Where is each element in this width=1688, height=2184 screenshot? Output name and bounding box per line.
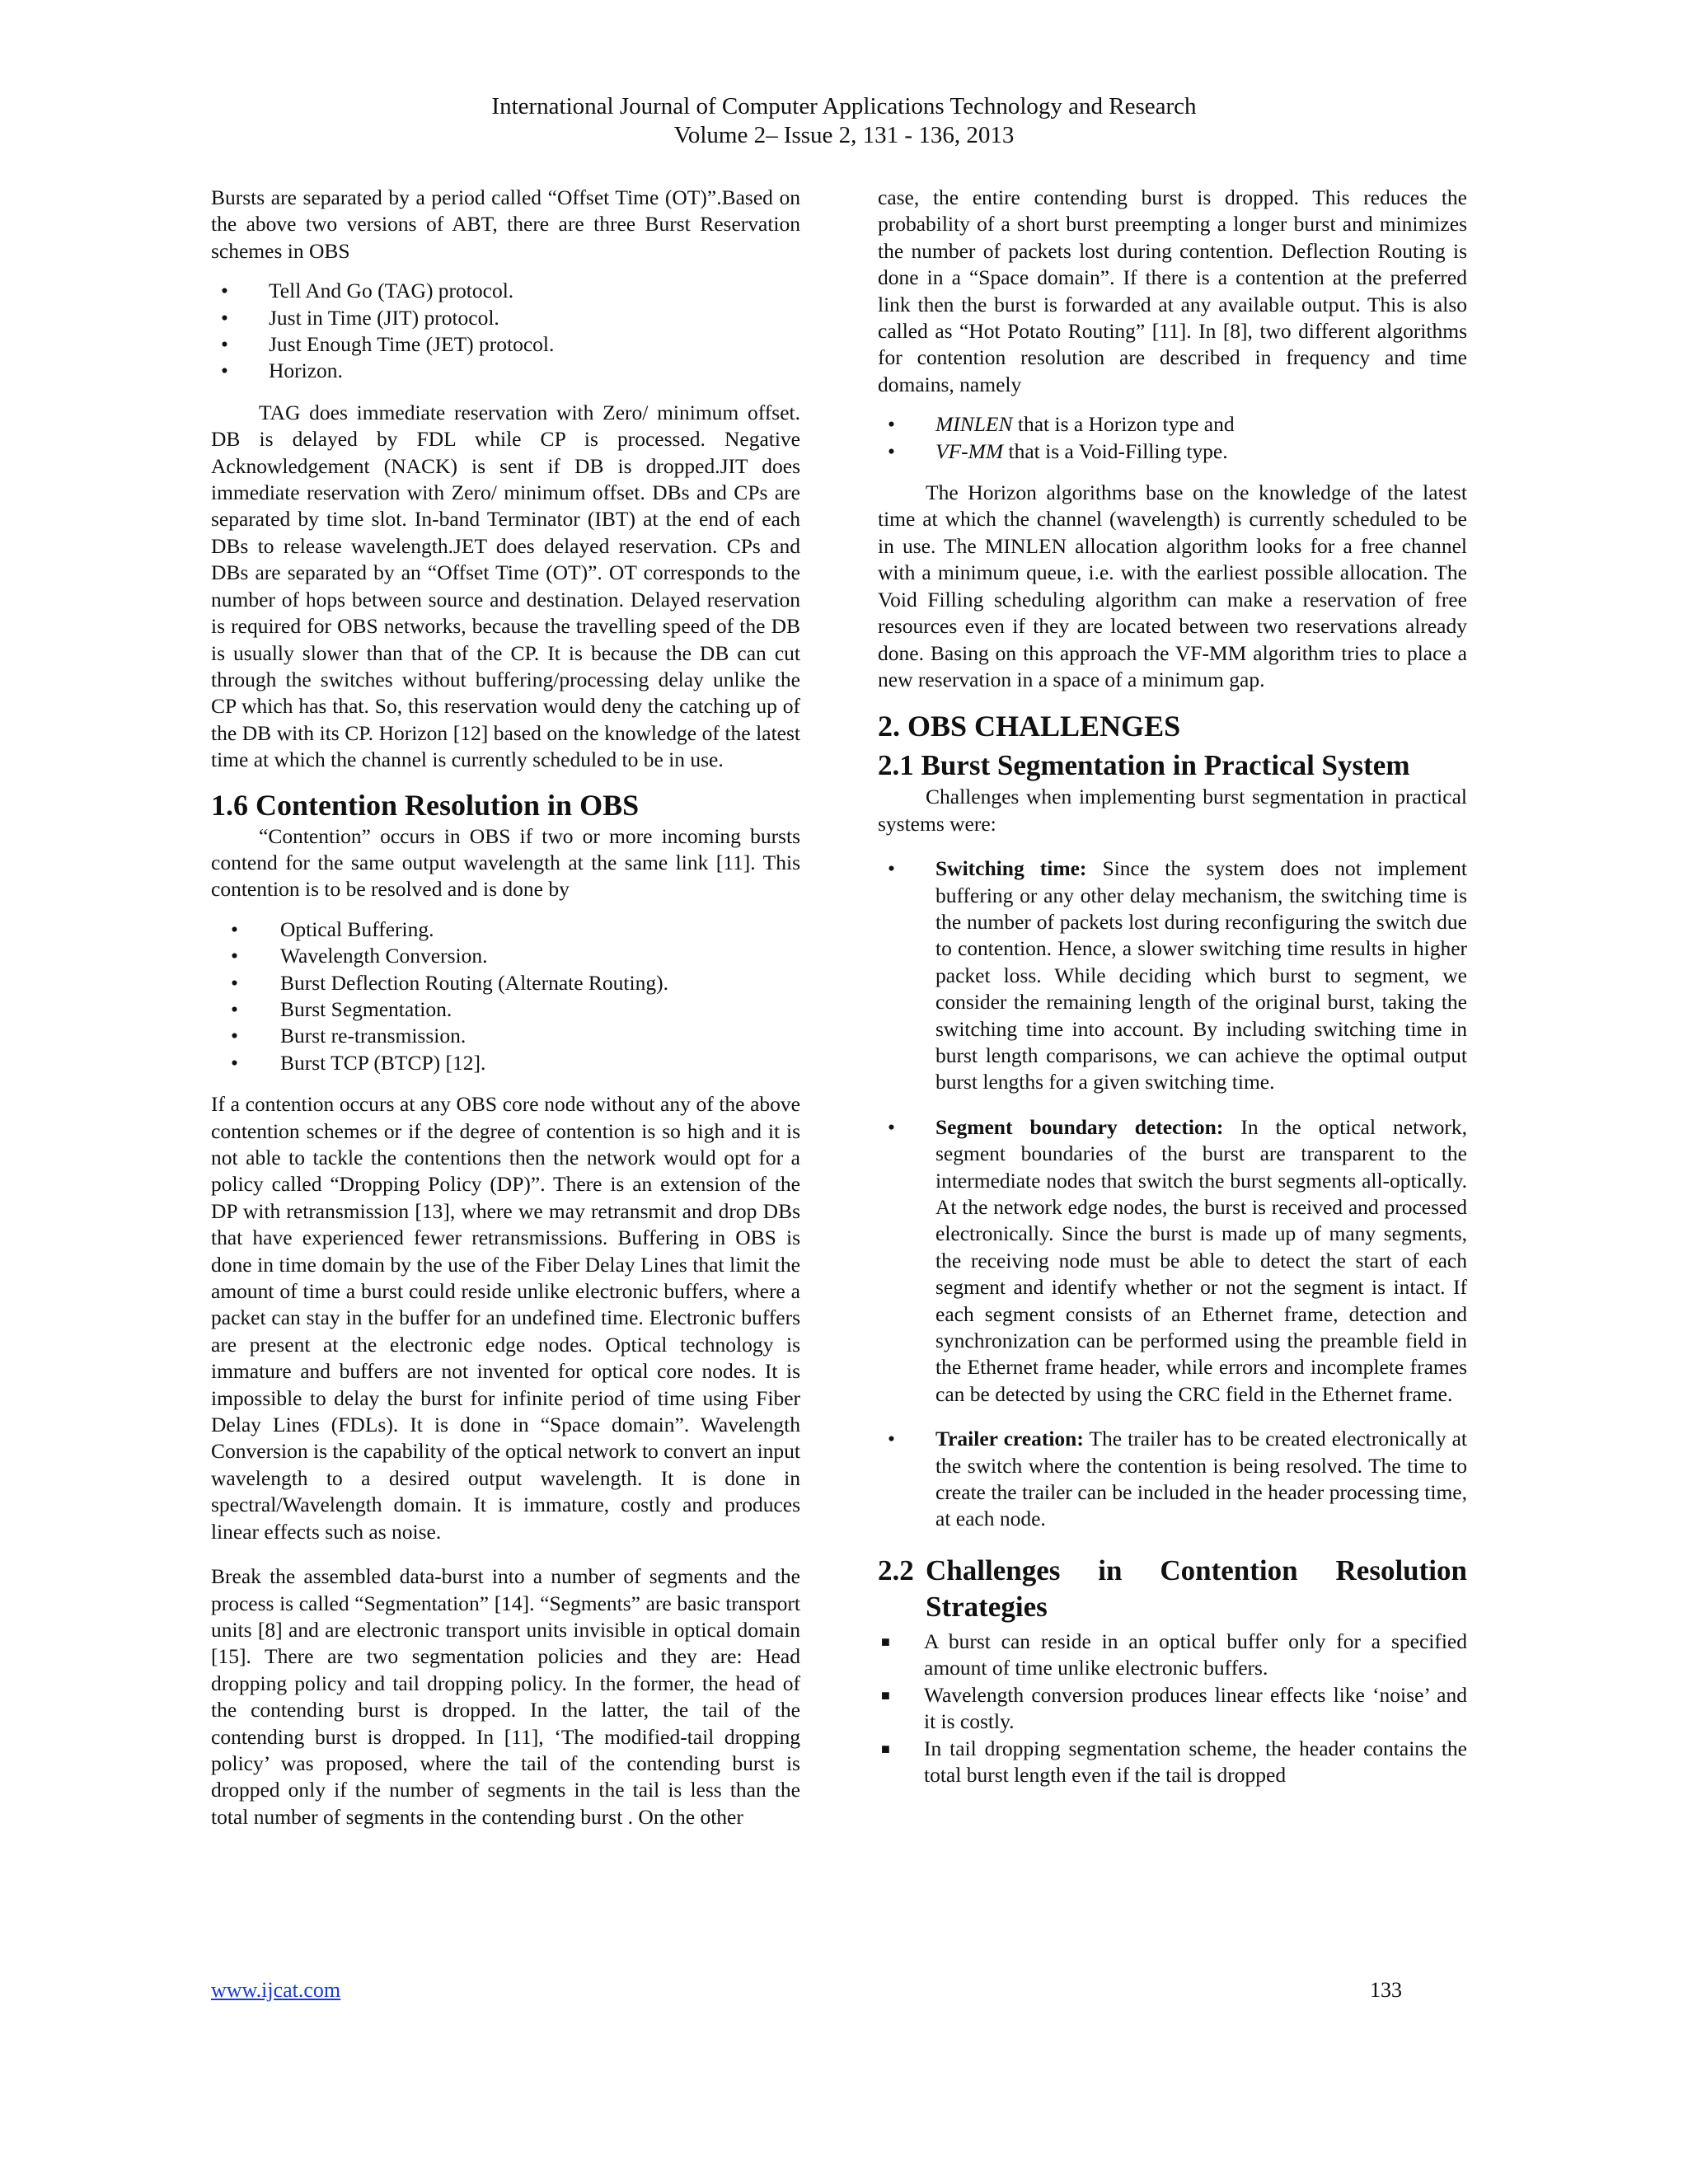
bullet-icon: •: [231, 970, 238, 995]
left-column: [211, 185, 800, 1830]
square-bullet-icon: ■: [881, 1740, 890, 1757]
bullet-icon: •: [221, 305, 228, 330]
paragraph: The Horizon algorithms base on the knowledge of the latest time at which the channel (wavelength) is currently scheduled to be in use. The MINLEN allocation algorithm looks for a free channel with a minimum queue, i.e. with the earliest possible allocation. The Void Filling scheduling algorithm can make a reservation of free resources even if they are located between two reservations already done. Basing on this approach the VF-MM algorithm tries to place a new reservation in a space of a minimum gap.: [878, 480, 1467, 691]
list-item: • Tell And Go (TAG) protocol.: [211, 278, 800, 304]
bullet-icon: •: [888, 412, 895, 437]
contention-methods-list: [211, 916, 800, 1076]
running-header: [0, 92, 1688, 150]
list-item: • Just in Time (JIT) protocol.: [211, 305, 800, 331]
bullet-icon: •: [888, 1427, 895, 1451]
section-heading-2: 2. OBS CHALLENGES: [878, 710, 1181, 743]
right-column: [878, 185, 1467, 1788]
list-item: • Switching time: Since the system does not implement buffering or any other delay mechanism, the switching time is the number of packets lost during reconfiguring the switch due to contention. Hence, a slower switching time results in higher packet loss. While deciding which burst to segment, we consider the remaining length of the original burst, taking the switching time into account. By including switching time in burst length comparisons, we can achieve the optimal output burst lengths for a given switching time.: [888, 856, 1467, 1094]
bullet-icon: •: [231, 916, 238, 941]
list-item: • MINLEN that is a Horizon type and: [878, 411, 1467, 438]
list-item: • Trailer creation: The trailer has to be created electronically at the switch where the contention is being resolved. The time to create the trailer can be included in the header processing time, at each node.: [888, 1427, 1467, 1531]
bullet-icon: •: [231, 996, 238, 1021]
bullet-icon: •: [888, 1114, 895, 1139]
section-heading-2-2: 2.2 Challenges in Contention Resolution Strategies: [878, 1554, 1467, 1623]
section-heading-1-6: 1.6 Contention Resolution in OBS: [211, 788, 640, 822]
paragraph: Challenges when implementing burst segmentation in practical systems were:: [878, 785, 1467, 836]
list-item: • Burst Deflection Routing (Alternate Routing).: [211, 970, 800, 996]
paragraph: Break the assembled data-burst into a number of segments and the process is called “Segmentation” [14]. “Segments” are basic transport units [8] and are electronic transport units invisible in optical domain [15]. There are two segmentation policies and they are: Head dropping policy and tail dropping policy. In the former, the head of the contending burst is dropped. In the latter, the tail of the contending burst is dropped. In [11], ‘The modified-tail dropping policy’ was proposed, where the tail of the contending burst is dropped only if the number of segments in the tail is less than the total number of segments in the contending burst . On the other: [211, 1564, 800, 1829]
list-item: ■ Wavelength conversion produces linear effects like ‘noise’ and it is costly.: [881, 1682, 1467, 1734]
list-item: • Burst Segmentation.: [211, 996, 800, 1023]
journal-website-link[interactable]: www.ijcat.com: [211, 1978, 341, 2002]
list-item: • Horizon.: [211, 358, 800, 384]
bullet-icon: •: [221, 359, 228, 383]
strategies-list: [878, 1629, 1467, 1788]
bullet-icon: •: [231, 944, 238, 968]
bullet-icon: •: [221, 332, 228, 357]
list-item: • Burst re-transmission.: [211, 1023, 800, 1049]
list-item: • Optical Buffering.: [211, 916, 800, 943]
paragraph: case, the entire contending burst is dropped. This reduces the probability of a short burst preempting a longer burst and minimizes the number of packets lost during contention. Deflection Routing is done in a “Space domain”. If there is a contention at the preferred link then the burst is forwarded at any available output. This is also called as “Hot Potato Routing” [11]. In [8], two different algorithms for contention resolution are described in frequency and time domains, namely: [878, 185, 1467, 396]
challenges-list: [878, 855, 1467, 1533]
algorithms-list: [878, 411, 1467, 465]
bullet-icon: •: [231, 1024, 238, 1048]
list-item: • Wavelength Conversion.: [211, 943, 800, 969]
list-item: • VF-MM that is a Void-Filling type.: [878, 438, 1467, 465]
bullet-icon: •: [888, 856, 895, 881]
paragraph: TAG does immediate reservation with Zero/ minimum offset. DB is delayed by FDL while CP is processed. Negative Acknowledgement (NACK) is sent if DB is dropped.JIT does immediate reservation with Zero/ minimum offset. DBs and CPs are separated by time slot. In-band Terminator (IBT) at the end of each DBs to release wavelength.JET does delayed reservation. CPs and DBs are separated by an “Offset Time (OT)”. OT corresponds to the number of hops between source and destination. Delayed reservation is required for OBS networks, because the travelling speed of the DB is usually slower than that of the CP. It is because the DB can cut through the switches without buffering/processing delay unlike the CP which has that. So, this reservation would deny the catching up of the DB with its CP. Horizon [12] based on the knowledge of the latest time at which the channel is currently scheduled to be in use.: [211, 400, 800, 772]
list-item: • Burst TCP (BTCP) [12].: [211, 1050, 800, 1076]
bullet-icon: •: [231, 1050, 238, 1075]
list-item: • Just Enough Time (JET) protocol.: [211, 331, 800, 358]
square-bullet-icon: ■: [881, 1686, 890, 1704]
list-item: • Segment boundary detection: In the optical network, segment boundaries of the burst are transparent to the intermediate nodes that switch the burst segments all-optically. At the network edge nodes, the burst is received and processed electronically. Since the burst is made up of many segments, the receiving node must be able to detect the start of each segment and identify whether or not the segment is intact. If each segment consists of an Ethernet frame, detection and synchronization can be performed using the preamble field in the Ethernet frame header, while errors and incomplete frames can be detected by using the CRC field in the Ethernet frame.: [888, 1114, 1467, 1406]
section-heading-2-1: 2.1 Burst Segmentation in Practical System: [878, 749, 1410, 782]
reservation-schemes-list: [211, 278, 800, 385]
journal-title: International Journal of Computer Applications Technology and Research: [491, 93, 1197, 120]
bullet-icon: •: [888, 438, 895, 463]
list-item: ■ In tail dropping segmentation scheme, the header contains the total burst length even if the tail is dropped: [881, 1736, 1467, 1787]
paragraph: “Contention” occurs in OBS if two or more incoming bursts contend for the same output wavelength at the same link [11]. This contention is to be resolved and is done by: [211, 823, 800, 902]
list-item: ■ A burst can reside in an optical buffer only for a specified amount of time unlike electronic buffers.: [881, 1629, 1467, 1680]
volume-issue: Volume 2– Issue 2, 131 - 136, 2013: [673, 122, 1015, 148]
paragraph: If a contention occurs at any OBS core node without any of the above contention schemes or if the degree of contention is so high and it is not able to tackle the contentions then the network would opt for a policy called “Dropping Policy (DP)”. There is an extension of the DP with retransmission [13], where we may retransmit and drop DBs that have experienced fewer retransmissions. Buffering in OBS is done in time domain by the use of the Fiber Delay Lines that limit the amount of time a burst could reside unlike electronic buffers, where a packet can stay in the buffer for an undefined time. Electronic buffers are present at the electronic edge nodes. Optical technology is immature and buffers are not invented for optical core nodes. It is impossible to delay the burst for infinite period of time using Fiber Delay Lines (FDLs). It is done in “Space domain”. Wavelength Conversion is the capability of the optical network to convert an input wavelength to a desired output wavelength. It is done in spectral/Wavelength domain. It is immature, costly and produces linear effects such as noise.: [211, 1092, 800, 1544]
page-number: 133: [1370, 1978, 1402, 2002]
square-bullet-icon: ■: [881, 1633, 890, 1650]
bullet-icon: •: [221, 279, 228, 303]
paragraph: Bursts are separated by a period called “Offset Time (OT)”.Based on the above two versions of ABT, there are three Burst Reservation schemes in OBS: [211, 185, 800, 263]
